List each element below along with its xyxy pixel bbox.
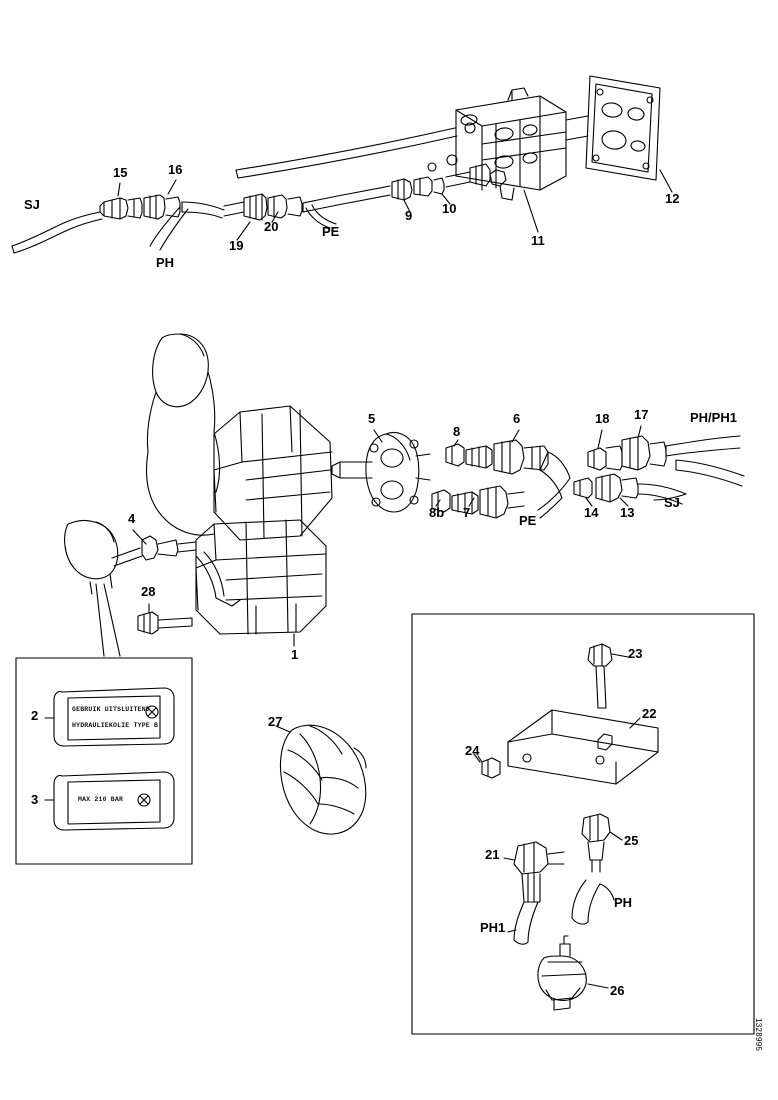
item-number-4: 4 (128, 511, 136, 526)
item-number-15: 15 (113, 165, 128, 180)
item-number-17: 17 (634, 407, 649, 422)
item-number-6: 6 (513, 411, 521, 426)
item-number-11: 11 (531, 233, 545, 248)
drawing-code: 1328995 (754, 1018, 763, 1052)
plate-3-line-1: MAX 210 BAR (78, 796, 124, 803)
item-number-10: 10 (442, 201, 457, 216)
hose-label-ph-top: PH (156, 255, 175, 270)
hose-label-pe-top: PE (322, 224, 340, 239)
item-number-18: 18 (595, 411, 610, 426)
hose-label-ph1-bottom: PH1 (480, 920, 506, 935)
item-number-28: 28 (141, 584, 156, 599)
item-number-7: 7 (463, 505, 471, 520)
item-number-23: 23 (628, 646, 643, 661)
item-number-16: 16 (168, 162, 183, 177)
item-number-27: 27 (268, 714, 283, 729)
plate-2-line-1: GEBRUIK UITSLUITEND (72, 706, 150, 713)
item-number-8-bottom: 8b (429, 505, 445, 520)
hose-label-ph-ph1-mid: PH/PH1 (690, 410, 737, 425)
item-number-20: 20 (264, 219, 279, 234)
item-number-3: 3 (31, 792, 39, 807)
item-number-8-top: 8 (453, 424, 461, 439)
item-number-1: 1 (291, 647, 299, 662)
hose-label-sj-mid: SJ (664, 495, 680, 510)
hose-label-pe-mid: PE (519, 513, 537, 528)
item-number-26: 26 (610, 983, 625, 998)
item-number-2: 2 (31, 708, 39, 723)
item-number-5: 5 (368, 411, 376, 426)
hose-label-sj-top: SJ (24, 197, 40, 212)
item-number-25: 25 (624, 833, 639, 848)
item-number-14: 14 (584, 505, 599, 520)
item-number-13: 13 (620, 505, 635, 520)
item-number-19: 19 (229, 238, 244, 253)
item-number-24: 24 (465, 743, 480, 758)
item-number-22: 22 (642, 706, 657, 721)
plate-2-line-2: HYDRAULIEKOLIE TYPE B (72, 722, 159, 729)
item-number-12: 12 (665, 191, 680, 206)
item-number-21: 21 (485, 847, 500, 862)
hose-label-ph-bottom: PH (614, 895, 633, 910)
item-number-9: 9 (405, 208, 413, 223)
